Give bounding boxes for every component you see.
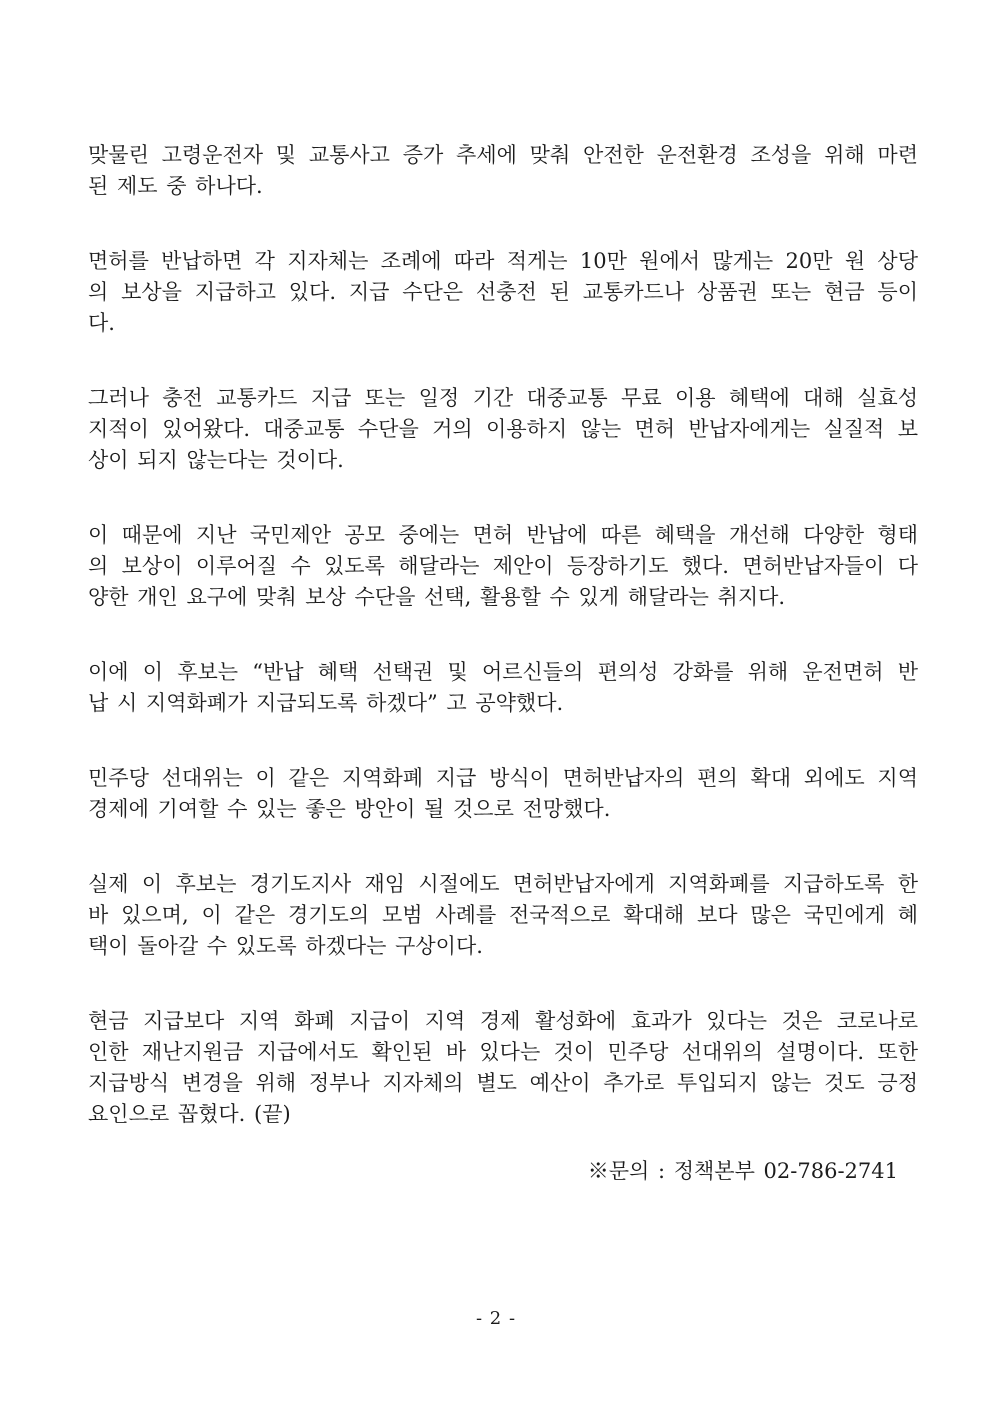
text-line: 민주당 선대위는 이 같은 지역화폐 지급 방식이 면허반납자의 편의 확대 외에도 지역	[88, 766, 918, 790]
contact-line: ※문의 : 정책본부 02-786-2741	[587, 1159, 898, 1183]
text-line: 이에 이 후보는 “반납 혜택 선택권 및 어르신들의 편의성 강화를 위해 운전면허 반	[88, 660, 918, 684]
text-line: 지적이 있어왔다. 대중교통 수단을 거의 이용하지 않는 면허 반납자에게는 실질적 보	[88, 417, 918, 441]
text-line: 이 때문에 지난 국민제안 공모 중에는 면허 반납에 따른 혜택을 개선해 다양한 형태	[88, 523, 918, 547]
text-line: 상이 되지 않는다는 것이다.	[88, 448, 344, 472]
text-line: 지급방식 변경을 위해 정부나 지자체의 별도 예산이 추가로 투입되지 않는 것도 긍정	[88, 1071, 918, 1095]
text-line: 다.	[88, 311, 115, 335]
paragraph	[88, 869, 918, 962]
document-body	[88, 140, 918, 1130]
paragraph	[88, 520, 918, 613]
text-line: 양한 개인 요구에 맞춰 보상 수단을 선택, 활용할 수 있게 해달라는 취지다.	[88, 585, 786, 609]
paragraph	[88, 140, 918, 202]
page-number: - 2 -	[475, 1308, 517, 1329]
text-line: 인한 재난지원금 지급에서도 확인된 바 있다는 것이 민주당 선대위의 설명이다. 또한	[88, 1040, 918, 1064]
text-line: 현금 지급보다 지역 화폐 지급이 지역 경제 활성화에 효과가 있다는 것은 코로나로	[88, 1009, 918, 1033]
text-line: 납 시 지역화폐가 지급되도록 하겠다” 고 공약했다.	[88, 691, 564, 715]
paragraph	[88, 657, 918, 719]
text-line: 택이 돌아갈 수 있도록 하겠다는 구상이다.	[88, 934, 483, 958]
text-line: 실제 이 후보는 경기도지사 재임 시절에도 면허반납자에게 지역화폐를 지급하도록 한	[88, 872, 918, 896]
paragraph	[88, 383, 918, 476]
paragraph	[88, 763, 918, 825]
text-line: 맞물린 고령운전자 및 교통사고 증가 추세에 맞춰 안전한 운전환경 조성을 위해 마련	[88, 143, 918, 167]
text-line: 된 제도 중 하나다.	[88, 174, 263, 198]
text-line: 의 보상이 이루어질 수 있도록 해달라는 제안이 등장하기도 했다. 면허반납자들이 다	[88, 554, 918, 578]
paragraph	[88, 1006, 918, 1130]
paragraph	[88, 246, 918, 339]
text-line: 면허를 반납하면 각 지자체는 조례에 따라 적게는 10만 원에서 많게는 20만 원 상당	[88, 249, 918, 273]
text-line: 경제에 기여할 수 있는 좋은 방안이 될 것으로 전망했다.	[88, 797, 611, 821]
text-line: 그러나 충전 교통카드 지급 또는 일정 기간 대중교통 무료 이용 혜택에 대해 실효성	[88, 386, 918, 410]
text-line: 의 보상을 지급하고 있다. 지급 수단은 선충전 된 교통카드나 상품권 또는 현금 등이	[88, 280, 918, 304]
text-line: 바 있으며, 이 같은 경기도의 모범 사례를 전국적으로 확대해 보다 많은 국민에게 혜	[88, 903, 918, 927]
text-line: 요인으로 꼽혔다. (끝)	[88, 1102, 291, 1126]
